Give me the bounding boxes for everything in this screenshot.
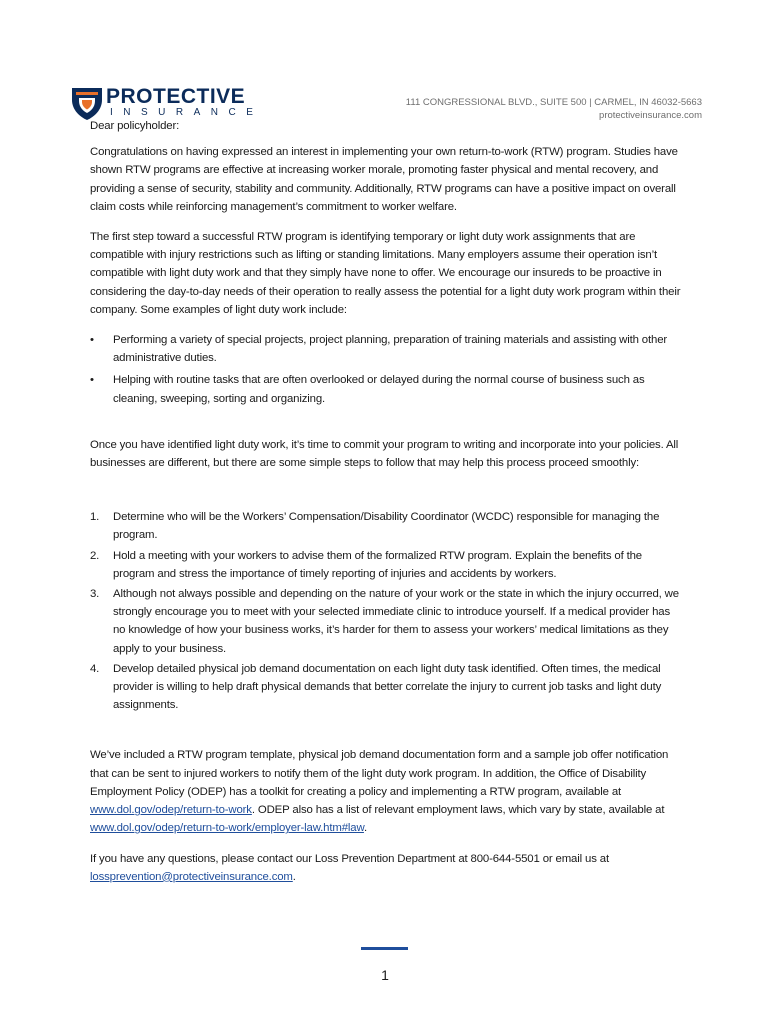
brand-name: PROTECTIVE — [106, 85, 246, 108]
resources-text-1: We’ve included a RTW program template, physical job demand documentation form and a sample job offer notification that can be sent to injured workers to notify them of the light duty work program. In addition, the Office of Disability Employment Policy (ODEP) has a toolkit for creating a policy and implementing a RTW program, available at — [90, 749, 669, 798]
letterhead — [0, 0, 770, 125]
brand-subtitle: INSURANCE — [110, 107, 264, 118]
resources-text-2: . ODEP also has a list of relevant employment laws, which vary by state, available at — [251, 804, 665, 817]
paragraph-first-step: The first step toward a successful RTW program is identifying temporary or light duty work assignments that are compatible with injury restrictions such as lifting or standing limitations. Many employers assume their operation isn’t compatible with light duty work and that they simply have none to offer. We encourage our insureds to be proactive in considering the day-to-day needs of their operation to really assess the potential for a light duty work program within their company. Some examples of light duty work include: — [90, 231, 681, 316]
loss-prevention-email-link[interactable]: lossprevention@protectiveinsurance.com — [90, 870, 293, 883]
list-item-text: Helping with routine tasks that are often overlooked or delayed during the normal course of business such as cleaning, sweeping, sorting and organizing. — [113, 374, 645, 405]
footer-divider — [361, 947, 408, 950]
rtw-steps-list — [90, 508, 682, 714]
paragraph-contact — [90, 850, 682, 886]
list-item-text: Performing a variety of special projects, project planning, preparation of training materials and assisting with other administrative duties. — [113, 334, 668, 365]
bullet-icon: • — [90, 334, 94, 347]
bullet-icon: • — [90, 374, 94, 387]
light-duty-examples-list — [90, 331, 682, 408]
step-number: 4. — [90, 662, 100, 675]
list-item — [90, 508, 682, 544]
resources-text-3: . — [363, 822, 367, 835]
paragraph-commit-program: Once you have identified light duty work, it’s time to commit your program to writing and incorporate into your policies. All businesses are different, but there are some simple steps to follow that may help this process proceed smoothly: — [90, 438, 679, 470]
page-number: 1 — [381, 967, 389, 983]
list-item — [90, 547, 682, 583]
list-item — [90, 585, 682, 658]
letter-body — [90, 117, 682, 898]
contact-text-2: . — [292, 870, 296, 883]
company-website-link[interactable]: protectiveinsurance.com — [599, 110, 702, 121]
list-item — [90, 331, 682, 367]
paragraph-resources — [90, 746, 682, 837]
step-number: 2. — [90, 549, 100, 562]
step-text: Determine who will be the Workers’ Compensation/Disability Coordinator (WCDC) responsible for managing the program. — [113, 511, 660, 542]
step-text: Develop detailed physical job demand documentation on each light duty task identified. Often times, the medical provider is willing to help draft physical demands that better correlate the injury to current job tasks and light duty assignments. — [113, 662, 662, 712]
step-number: 3. — [90, 588, 100, 601]
odep-employer-law-link[interactable]: www.dol.gov/odep/return-to-work/employer-law.htm#law — [90, 822, 364, 835]
company-address: 111 CONGRESSIONAL BLVD., SUITE 500 | CARMEL, IN 46032-5663 — [405, 97, 702, 108]
salutation: Dear policyholder: — [90, 120, 180, 132]
paragraph-intro: Congratulations on having expressed an interest in implementing your own return-to-work (RTW) program. Studies have shown RTW programs are effective at increasing worker morale, promoting faster physical and mental recovery, and providing a sense of security, stability and community. Additionally, RTW programs can have a positive impact on overall claim costs while reinforcing management’s commitment to worker welfare. — [90, 146, 678, 213]
odep-return-to-work-link[interactable]: www.dol.gov/odep/return-to-work — [90, 804, 252, 817]
contact-text-1: If you have any questions, please contact our Loss Prevention Department at 800-644-5501 or email us at — [90, 852, 609, 865]
step-text: Hold a meeting with your workers to advise them of the formalized RTW program. Explain the benefits of the program and stress the importance of timely reporting of injuries and accidents by workers. — [113, 549, 642, 580]
step-text: Although not always possible and depending on the nature of your work or the state in which the injury occurred, we strongly encourage you to meet with your selected immediate clinic to introduce yourself. If a medical provider has no knowledge of how your business works, it’s harder for them to assess your workers’ medical limitations as they apply to your business. — [113, 588, 679, 655]
list-item — [90, 660, 682, 715]
list-item — [90, 371, 682, 407]
step-number: 1. — [90, 511, 100, 524]
